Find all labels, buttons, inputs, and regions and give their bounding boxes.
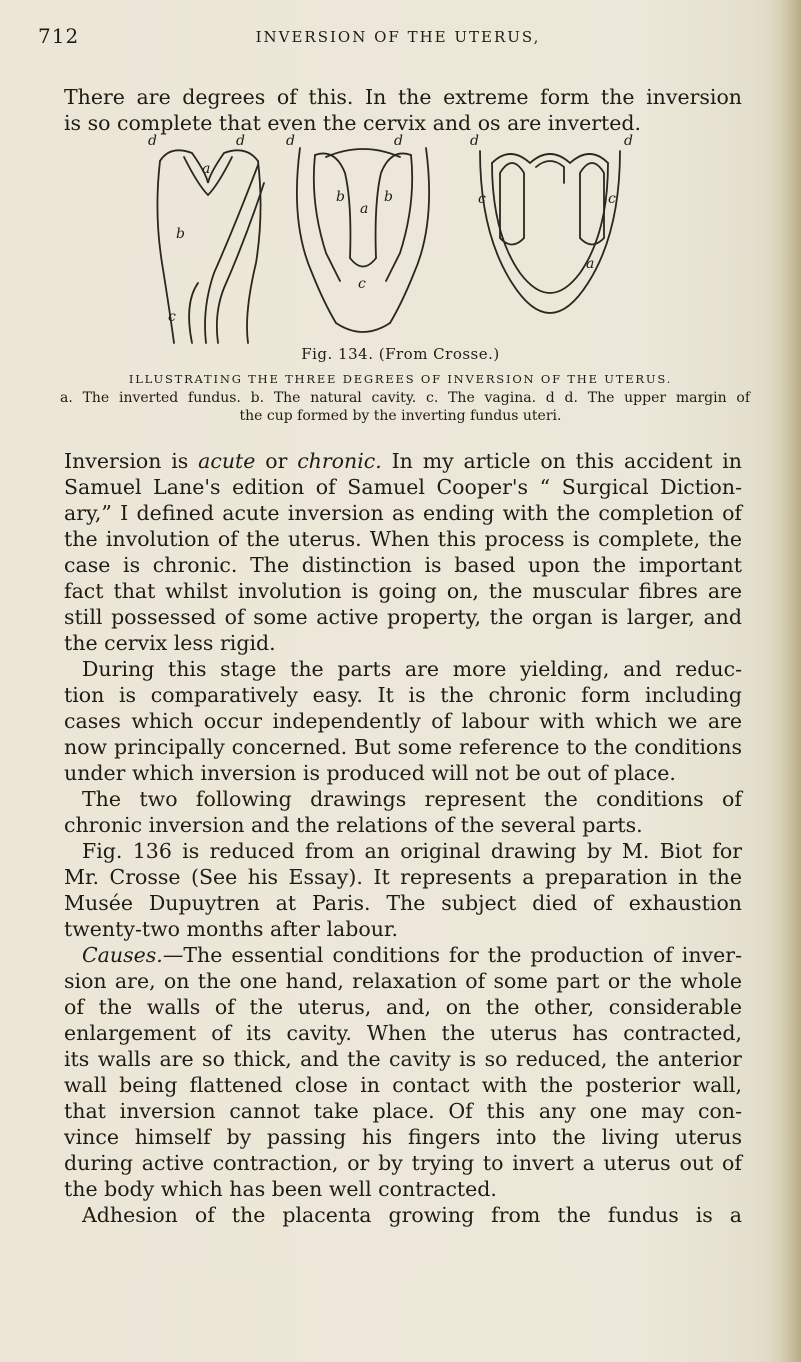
running-title: INVERSION OF THE UTERUS, <box>255 28 541 46</box>
text-span: In my article on this accident in <box>381 449 742 473</box>
text-line: during active contraction, or by trying to invert a uterus out of <box>64 1151 742 1175</box>
figure-label-d: d <box>236 133 245 149</box>
text-span: —The essential conditions for the production of inver- <box>162 943 742 967</box>
text-line: of the walls of the uterus, and, on the other, considerable <box>64 995 742 1019</box>
text-line: tion is comparatively easy. It is the chronic form including <box>64 683 742 707</box>
figure-label-a: a <box>360 201 369 217</box>
italic-term: acute <box>198 449 256 473</box>
text-line: that inversion cannot take place. Of this any one may con- <box>64 1099 742 1123</box>
figure-label-c: c <box>358 276 366 292</box>
figure-title: ILLUSTRATING THE THREE DEGREES OF INVERSION OF THE UTERUS. <box>128 372 673 386</box>
text-line: vince himself by passing his fingers into the living uterus <box>64 1125 742 1149</box>
text-line: under which inversion is produced will not be out of place. <box>64 761 676 785</box>
page-number: 712 <box>38 24 80 48</box>
figure-caption: Fig. 134. (From Crosse.) <box>301 345 500 363</box>
figure-label-a: a <box>586 256 595 272</box>
figure-134 <box>140 133 720 343</box>
figure-label-b: b <box>176 226 185 242</box>
text-line: enlargement of its cavity. When the uterus has contracted, <box>64 1021 742 1045</box>
figure-label-b: b <box>336 189 345 205</box>
text-line: now principally concerned. But some reference to the conditions <box>64 735 742 759</box>
figure-label-c: c <box>168 309 176 325</box>
text-line <box>82 942 742 968</box>
italic-term: chronic. <box>297 449 382 473</box>
text-line: chronic inversion and the relations of the several parts. <box>64 813 643 837</box>
text-line: the cervix less rigid. <box>64 631 276 655</box>
text-line: the involution of the uterus. When this process is complete, the <box>64 527 742 551</box>
second-degree-drawing <box>297 148 429 332</box>
page-edge-shadow <box>767 0 801 1362</box>
figure-label-d: d <box>148 133 157 149</box>
figure-label-d: d <box>394 133 403 149</box>
text-line: The two following drawings represent the conditions of <box>82 787 742 811</box>
figure-label-d: d <box>286 133 295 149</box>
text-line: ary,” I defined acute inversion as ending with the completion of <box>64 501 742 525</box>
text-line: Mr. Crosse (See his Essay). It represents a preparation in the <box>64 865 742 889</box>
text-line: Fig. 136 is reduced from an original drawing by M. Biot for <box>82 839 742 863</box>
text-line: still possessed of some active property, the organ is larger, and <box>64 605 742 629</box>
figure-label-d: d <box>624 133 633 149</box>
third-degree-drawing <box>480 151 620 313</box>
italic-term: Causes. <box>82 943 163 967</box>
text-line: fact that whilst involution is going on, the muscular fibres are <box>64 579 742 603</box>
text-line: the body which has been well contracted. <box>64 1177 497 1201</box>
figure-label-b: b <box>384 189 393 205</box>
text-line: sion are, on the one hand, relaxation of some part or the whole <box>64 969 742 993</box>
text-span: or <box>255 449 298 473</box>
figure-label-c: c <box>608 191 616 207</box>
text-line: Musée Dupuytren at Paris. The subject died of exhaustion <box>64 891 742 915</box>
text-span: Inversion is <box>64 449 199 473</box>
figure-label-a: a <box>202 161 211 177</box>
figure-label-d: d <box>470 133 479 149</box>
text-line <box>64 448 742 474</box>
text-line: During this stage the parts are more yielding, and reduc- <box>82 657 742 681</box>
text-line: Adhesion of the placenta growing from the fundus is a <box>82 1203 742 1227</box>
text-line: cases which occur independently of labour with which we are <box>64 709 742 733</box>
text-line: wall being flattened close in contact with the posterior wall, <box>64 1073 742 1097</box>
text-line: is so complete that even the cervix and os are inverted. <box>64 111 642 135</box>
text-line: twenty-two months after labour. <box>64 917 398 941</box>
figure-legend: the cup formed by the inverting fundus uteri. <box>239 408 562 424</box>
figure-legend: a. The inverted fundus. b. The natural cavity. c. The vagina. d d. The upper margin of <box>60 390 750 406</box>
page-header <box>38 24 758 52</box>
figure-label-c: c <box>478 191 486 207</box>
uterus-inversion-drawing <box>140 133 720 343</box>
text-line: case is chronic. The distinction is based upon the important <box>64 553 742 577</box>
text-line: Samuel Lane's edition of Samuel Cooper's “ Surgical Diction- <box>64 475 742 499</box>
text-line: its walls are so thick, and the cavity is so reduced, the anterior <box>64 1047 742 1071</box>
text-line: There are degrees of this. In the extreme form the inversion <box>64 85 742 109</box>
